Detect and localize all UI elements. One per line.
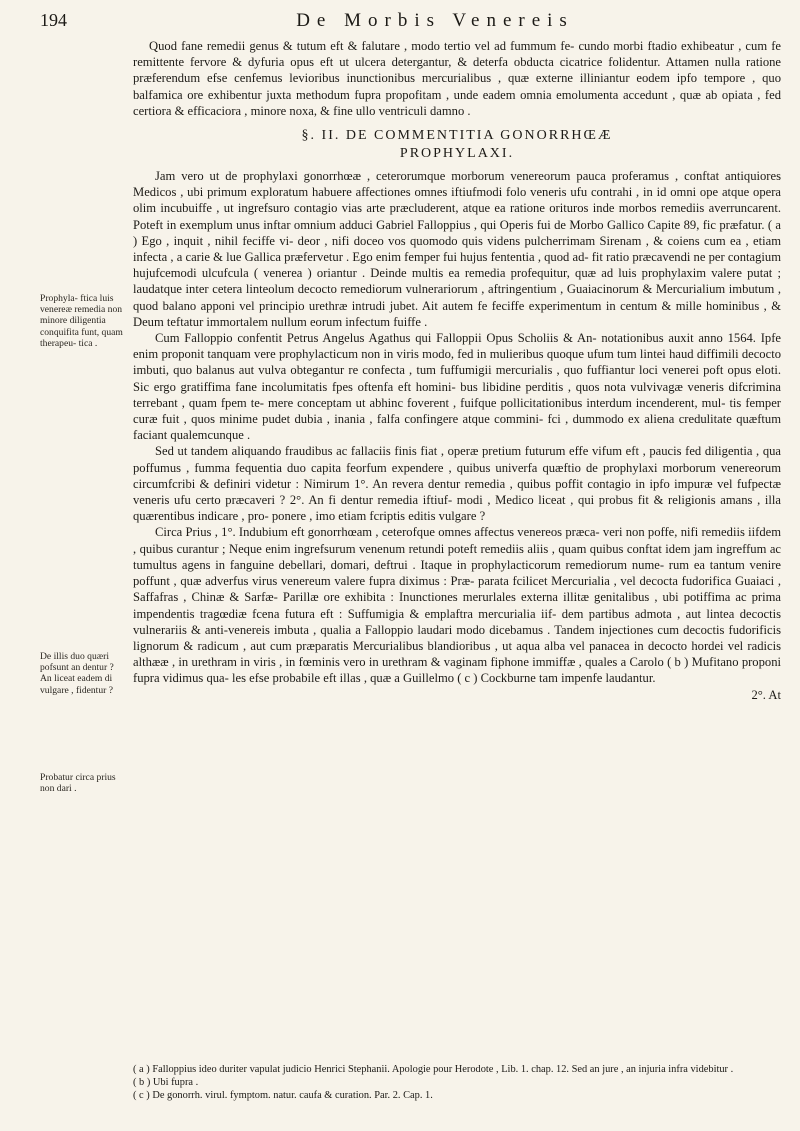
footnote-c: ( c ) De gonorrh. virul. fymptom. natur. caufa & curation. Par. 2. Cap. 1. bbox=[133, 1090, 433, 1101]
section-heading-line2: PROPHYLAXI. bbox=[399, 146, 515, 162]
paragraph-falloppius: Jam vero ut de prophylaxi gonorrhœæ , ceterorumque morborum venereorum pauca proferamus , conftat antiquiores Medicos , ubi primum exploratum habuere affectiones omnes iftiufmodi folo veneris ufu contrahi , in id omni ope atque opera olim incubuiffe , ut ingrefsuro contagio vias arte præcluderent, atque ea ratione orituros inde morbos remediis averruncarent. Poteft in exemplum unus inftar omnium adduci Gabriel Falloppius , qui Operis fui de Morbo Gallico Capite 89, fic præfatur. ( a ) Ego , inquit , nihil feciffe vi- deor , nifi doceo vos quomodo quis videns pulcherrimam Sirenam , & coiens cum ea , etiam infecta , a carie & lue Gallica præfervetur . Ego enim femper fui hujus fententia , quod ad- fit ratio præcavendi ne per contagium hujufcemodi ulcufcula ( venerea ) oriantur . Deinde multis ea remedia profequitur, quæ ad luis prophylaxim valere putat ; laudatque inter cetera linteolum decocto remediorum vulnerariorum , aftringentium , Guaiacinorum & Mercurialium imbutum , quod balano apponi vel principio urethræ intrudi jubet. Ait autem fe feciffe experimentum in centum & mille hominibus , & Deum teftatur immortalem nullum eorum infectum fuiffe . bbox=[133, 169, 781, 329]
paragraph-opening: Quod fane remedii genus & tutum eft & falutare , modo tertio vel ad fummum fe- cundo morbi ftadio exhibeatur , cum fe remittente fervore & dyfuria opus eft ut ulcera detergantur, & deterfa obducta cicatrice folidentur. Attamen nulla ratione præferendum efse cenfemus levioribus inunctionibus mercurialibus , quæ externe illiniantur eodem ipfo tempore , quo balfamica ore exhibentur juxta methodum fupra propofitam , unde eadem omnia emolumenta accedunt , quæ ab opiata , fed certiora & efficaciora , minore noxa, & fine ullo ventriculi damno . bbox=[133, 39, 781, 118]
main-text bbox=[133, 38, 781, 703]
paragraph-continuation: 2°. At bbox=[751, 687, 781, 702]
page-number: 194 bbox=[40, 10, 67, 30]
margin-note-proof: Probatur circa prius non dari . bbox=[40, 772, 116, 795]
running-head bbox=[40, 10, 760, 32]
paragraph-circa-prius: Circa Prius , 1°. Indubium eft gonorrhœam , ceterofque omnes affectus venereos præca- veri non poffe, nifi remediis iifdem , quibus curantur ; Neque enim ingrefsurum venenum retundi poteft remediis aliis , quam quibus conftat idem jam ingreffum ac tumultus agens in fanguine debellari, domari, deftrui . Itaque in prophylacticorum remediorum nume- rum ea tantum venire poffunt , quæ adverfus virus venereum valere fupra diximus : Præ- parata fcilicet Mercurialia , vel decocta fudorifica Guaiaci , Saffafras , Chinæ & Sarfæ- Parillæ ore exhibita : Inunctiones merurlales externa illitæ genitalibus , ubi potiffima ac prima impendentis tragœdiæ fcena futura eft : Suffumigia & emplaftra mercurialia iif- dem partibus admota , aut lintea decoctis vulnerariis & anti-venereis imbuta , qualia a Falloppio laudari modo dicebamus . Tandem injectiones cum decoctis fudorificis lignorum & radicum , aut cum præparatis Mercurialibus blandioribus , ut aqua alba vel panacea in decocto hordei vel radicis althææ , in urethram in viris , in fœminis vero in urethram & vaginam fiphone immiffæ , quales a Carolo ( b ) Mufitano proponi fupra vidimus qua- les efse probabile eft illas , quæ a Guillelmo ( c ) Cockburne tam impenfe laudantur. bbox=[133, 525, 781, 686]
margin-note-two-questions: De illis duo quæri pofsunt an dentur ? An liceat eadem di vulgare , fidentur ? bbox=[40, 651, 114, 696]
section-heading-line1: §. II. DE COMMENTITIA GONORRHŒÆ bbox=[301, 128, 613, 144]
paragraph-two-questions: Sed ut tandem aliquando fraudibus ac fallaciis finis fiat , operæ pretium futurum effe vifum eft , paucis fed diligentia , qua poffumus , fumma fequentia duo capita feorfum expendere , quibus univerfa quæftio de prophylaxi morborum venereorum circumfcribi & definiri videtur : Nimirum 1°. An revera dentur remedia , quibus poffit contagio in ipfo impuræ vel fufpectæ veneris ufu certo præcaveri ? 2°. An fi dentur remedia iftiuf- modi , Medico liceat , qui probus fit & religionis amans , illa quærentibus indicare , pro- ponere , imo etiam fcriptis editis vulgare ? bbox=[133, 444, 781, 524]
footnotes bbox=[133, 1063, 781, 1102]
footnote-a: ( a ) Falloppius ideo duriter vapulat judicio Henrici Stephanii. Apologie pour Herodote , Lib. 1. chap. 12. Sed an jure , an injuria infra videbitur . bbox=[133, 1064, 734, 1075]
footnote-b: ( b ) Ubi fupra . bbox=[133, 1077, 199, 1088]
running-title: De Morbis Venereis bbox=[296, 10, 574, 31]
section-heading bbox=[133, 127, 781, 163]
paragraph-agathus: Cum Falloppio confentit Petrus Angelus Agathus qui Falloppii Opus Scholiis & An- notationibus auxit anno 1564. Ipfe enim proponit tanquam vere prophylacticum non in viris modo, fed in mulieribus quoque ufum tum lintei haud diffimili decocto imbuti, quo balanus aut vulva obtegantur re confecta , tum fuffumigii mercurialis , quo fuffiantur loci venerei poft opus eloti. Sic ergo gratiffima fane incolumitatis fpes oftenfa eft homini- bus libidine perditis , quos nota vulvivagæ veneris difcrimina terrebant , quam fpem te- mere conceptam ut abhinc foverent , fuifque pollicitationibus interdum incenderent, mul- tis femper curæ fuit , quos minime pudet dubia , inania , falfa confingere atque commini- fci , dummodo ex aliena credulitate quæftum faciant qualemcunque . bbox=[133, 331, 781, 443]
margin-note-prophylaxis: Prophyla- ftica luis venereæ remedia non minore diligentia conquifita funt, quam therapeu- tica . bbox=[40, 293, 123, 349]
